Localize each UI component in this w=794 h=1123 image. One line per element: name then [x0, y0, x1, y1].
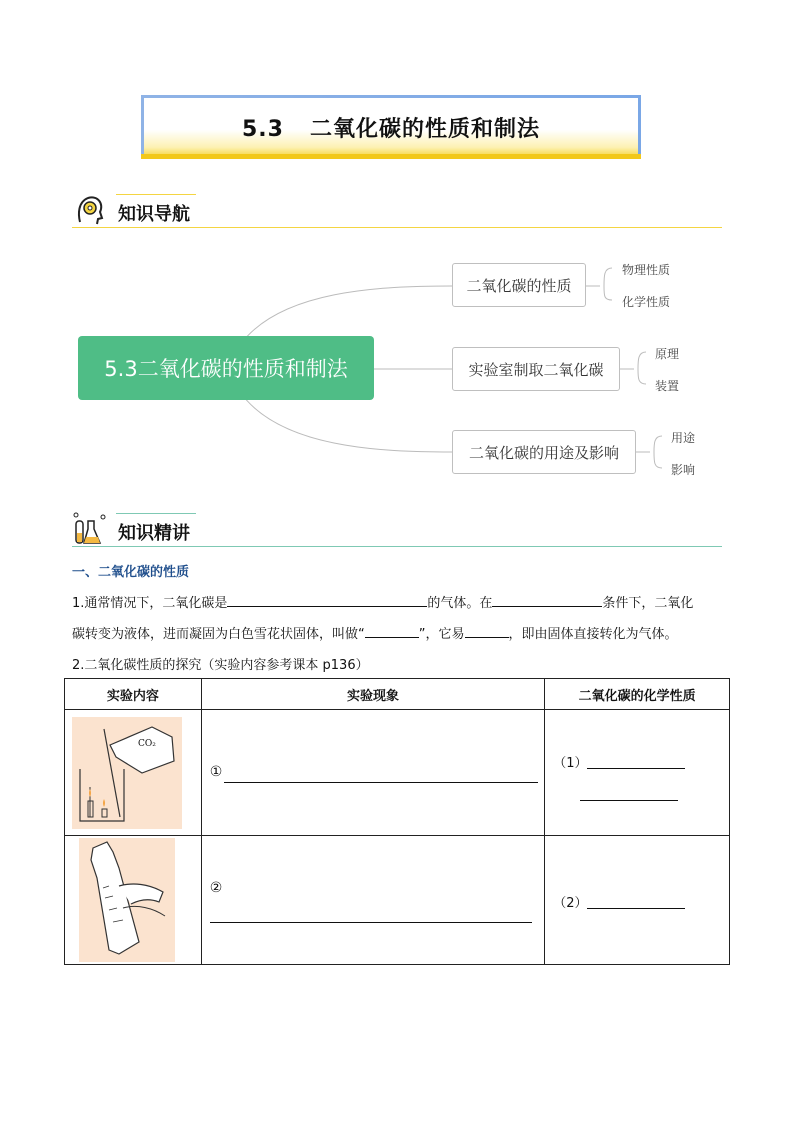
mindmap-branch: 实验室制取二氧化碳 [452, 347, 620, 391]
table-row [65, 836, 730, 965]
mindmap-leaf: 影响 [671, 463, 696, 477]
text: 的气体。在 [427, 596, 493, 611]
answer-line [587, 768, 685, 769]
table-row [65, 710, 730, 836]
mindmap-branch: 二氧化碳的性质 [452, 263, 586, 307]
paragraph-3: 2.二氧化碳性质的探究（实验内容参考课本 p136） [72, 658, 369, 673]
text: ”，它易 [418, 627, 465, 642]
text: 条件下，二氧化 [602, 596, 694, 611]
answer-line [587, 908, 685, 909]
mindmap-root: 5.3二氧化碳的性质和制法 [78, 336, 374, 400]
mindmap-leaf: 原理 [655, 347, 680, 361]
fill-blank [492, 594, 602, 607]
experiment-image-cell [65, 710, 202, 836]
section-heading: 一、二氧化碳的性质 [72, 565, 190, 580]
circle-mark: ② [209, 880, 223, 896]
table-header: 实验内容 [65, 679, 202, 710]
text: ，即由固体直接转化为气体。 [508, 627, 678, 642]
answer-line [224, 782, 538, 783]
flask-icon [72, 511, 108, 547]
circle-mark: ① [209, 764, 223, 780]
number-mark: （1） [553, 756, 588, 771]
header-tick [116, 513, 196, 514]
text: 碳转变为液体，进而凝固为白色雪花状固体，叫做“ [72, 627, 365, 642]
table-header: 实验现象 [201, 679, 544, 710]
title-text: 二氧化碳的性质和制法 [309, 116, 540, 142]
answer-line [580, 800, 678, 801]
text: 1.通常情况下，二氧化碳是 [72, 596, 228, 611]
mindmap-leaf: 物理性质 [622, 263, 671, 277]
fill-blank [227, 594, 427, 607]
mindmap-leaf: 用途 [671, 431, 696, 445]
co2-label: CO₂ [138, 739, 156, 749]
answer-line [210, 922, 532, 923]
experiment-illustration [72, 717, 182, 829]
fill-blank [365, 625, 419, 638]
paragraph-1 [72, 592, 693, 611]
section-header-lecture [72, 511, 722, 547]
experiment-image-cell [65, 836, 202, 965]
header-rule [72, 546, 722, 547]
experiment-illustration [79, 838, 175, 962]
bottle-squeeze-icon [79, 838, 175, 962]
paragraph-2 [72, 623, 678, 642]
property-cell [545, 710, 730, 836]
title-number: 5.3 [242, 116, 284, 142]
beaker-candle-icon [72, 717, 182, 829]
section-label: 知识导航 [118, 204, 190, 225]
phenomenon-cell [201, 836, 544, 965]
fill-blank [465, 625, 509, 638]
number-mark: （2） [553, 896, 588, 911]
experiment-table [64, 678, 730, 965]
table-header: 二氧化碳的化学性质 [545, 679, 730, 710]
mindmap-branch: 二氧化碳的用途及影响 [452, 430, 636, 474]
property-cell [545, 836, 730, 965]
phenomenon-cell [201, 710, 544, 836]
section-label: 知识精讲 [118, 523, 190, 544]
mindmap-leaf: 化学性质 [622, 295, 671, 309]
mindmap-leaf: 装置 [655, 379, 680, 393]
